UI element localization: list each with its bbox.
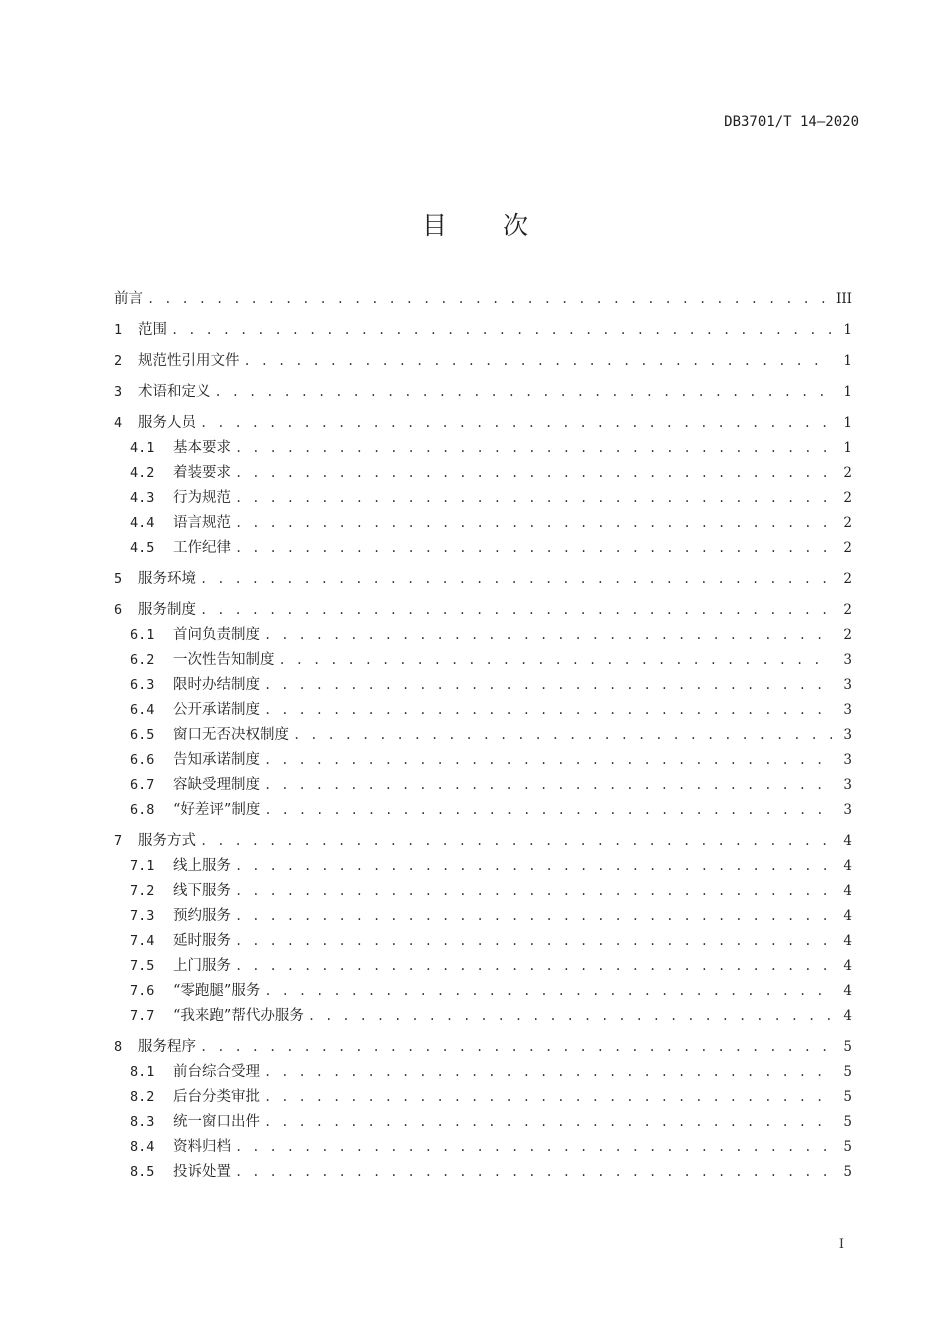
toc-entry-page: 3 [843, 677, 852, 693]
toc-entry-number: 8.1 [130, 1064, 155, 1080]
toc-entry-number: 8.4 [130, 1139, 155, 1155]
toc-entry-page: 4 [843, 1008, 852, 1024]
toc-entry[interactable] [114, 461, 852, 486]
toc-dot-leader [279, 648, 833, 673]
toc-dot-leader [235, 461, 832, 486]
toc-entry-title: 服务程序 [138, 1039, 196, 1055]
toc-entry-number: 8 [114, 1039, 123, 1055]
toc-entry[interactable] [114, 1060, 852, 1085]
toc-entry-number: 8.2 [130, 1089, 155, 1105]
toc-dot-leader [264, 979, 832, 1004]
toc-entry[interactable] [114, 829, 852, 854]
toc-entry-number: 6.1 [130, 627, 155, 643]
toc-entry-title: 上门服务 [173, 958, 231, 974]
toc-dot-leader [200, 567, 832, 592]
toc-entry-page: 5 [843, 1089, 852, 1105]
toc-entry-number: 7 [114, 833, 123, 849]
toc-dot-leader [264, 1110, 832, 1135]
toc-entry[interactable] [114, 1160, 852, 1185]
toc-entry[interactable] [114, 536, 852, 561]
toc-entry-title: 容缺受理制度 [173, 777, 260, 793]
toc-entry[interactable] [114, 436, 852, 461]
toc-dot-leader [171, 318, 832, 343]
toc-dot-leader [264, 1060, 832, 1085]
toc-entry[interactable] [114, 411, 852, 436]
toc-entry-page: 1 [843, 415, 852, 431]
toc-entry-number: 1 [114, 322, 123, 338]
toc-entry-number: 4.4 [130, 515, 155, 531]
toc-entry-page: 1 [843, 440, 852, 456]
toc-entry-title: 基本要求 [173, 440, 231, 456]
toc-dot-leader [264, 698, 832, 723]
toc-entry-number: 6 [114, 602, 123, 618]
toc-dot-leader [215, 380, 833, 405]
toc-entry-number: 4.1 [130, 440, 155, 456]
toc-entry-number: 6.2 [130, 652, 155, 668]
toc-entry[interactable] [114, 1085, 852, 1110]
toc-dot-leader [200, 1035, 832, 1060]
toc-entry[interactable] [114, 929, 852, 954]
toc-entry-page: 1 [843, 353, 852, 369]
toc-entry-page: 3 [843, 652, 852, 668]
toc-title: 目 次 [422, 211, 552, 240]
toc-entry-page: 2 [843, 515, 852, 531]
toc-entry[interactable] [114, 698, 852, 723]
toc-entry-number: 6.7 [130, 777, 155, 793]
toc-entry-title: 行为规范 [173, 490, 231, 506]
toc-dot-leader [244, 349, 833, 374]
toc-entry-number: 4 [114, 415, 123, 431]
toc-entry-number: 4.3 [130, 490, 155, 506]
toc-entry-title: 窗口无否决权制度 [173, 727, 289, 743]
toc-dot-leader [235, 536, 832, 561]
toc-entry-number: 6.5 [130, 727, 155, 743]
toc-dot-leader [235, 854, 832, 879]
toc-entry-page: 2 [843, 627, 852, 643]
toc-dot-leader [235, 1135, 832, 1160]
toc-entry-title: 首问负责制度 [173, 627, 260, 643]
toc-entry-title: 规范性引用文件 [138, 353, 240, 369]
toc-entry-title: 工作纪律 [173, 540, 231, 556]
toc-entry-page: 4 [843, 883, 852, 899]
toc-entry-title: 告知承诺制度 [173, 752, 260, 768]
toc-dot-leader [235, 929, 832, 954]
toc-entry-number: 7.6 [130, 983, 155, 999]
toc-entry-page: 2 [843, 540, 852, 556]
toc-entry[interactable] [114, 623, 852, 648]
toc-entry[interactable] [114, 1110, 852, 1135]
toc-entry-page: 3 [843, 777, 852, 793]
toc-entry-title: “零跑腿”服务 [173, 983, 261, 999]
toc-entry-number: 4.5 [130, 540, 155, 556]
toc-entry[interactable] [114, 748, 852, 773]
toc-dot-leader [293, 723, 832, 748]
toc-entry-title: 前言 [114, 291, 143, 307]
toc-entry-title: 服务环境 [138, 571, 196, 587]
toc-entry-title: 限时办结制度 [173, 677, 260, 693]
toc-entry[interactable] [114, 318, 852, 343]
toc-dot-leader [264, 798, 832, 823]
table-of-contents [114, 287, 852, 1185]
toc-entry-page: 2 [843, 602, 852, 618]
toc-entry-title: 统一窗口出件 [173, 1114, 260, 1130]
toc-dot-leader [235, 904, 832, 929]
toc-entry[interactable] [114, 1004, 852, 1029]
toc-entry[interactable] [114, 1135, 852, 1160]
toc-dot-leader [264, 773, 832, 798]
toc-dot-leader [235, 879, 832, 904]
toc-entry-number: 7.5 [130, 958, 155, 974]
toc-entry-number: 8.5 [130, 1164, 155, 1180]
toc-entry[interactable] [114, 380, 852, 405]
toc-entry-page: 3 [843, 752, 852, 768]
toc-entry-page: 5 [843, 1039, 852, 1055]
toc-dot-leader [235, 436, 832, 461]
toc-entry-number: 7.2 [130, 883, 155, 899]
toc-entry[interactable] [114, 854, 852, 879]
toc-entry-title: 服务人员 [138, 415, 196, 431]
toc-entry[interactable] [114, 287, 852, 312]
toc-dot-leader [264, 748, 832, 773]
toc-entry-title: “好差评”制度 [173, 802, 261, 818]
toc-dot-leader [264, 1085, 832, 1110]
toc-entry-title: “我来跑”帮代办服务 [173, 1008, 304, 1024]
toc-entry-number: 2 [114, 353, 123, 369]
toc-entry-title: 服务方式 [138, 833, 196, 849]
toc-dot-leader [200, 829, 832, 854]
toc-entry-page: 4 [843, 858, 852, 874]
toc-entry-title: 线上服务 [173, 858, 231, 874]
toc-entry-title: 术语和定义 [138, 384, 211, 400]
toc-entry-title: 预约服务 [173, 908, 231, 924]
toc-entry-number: 3 [114, 384, 123, 400]
toc-entry-title: 一次性告知制度 [173, 652, 275, 668]
toc-entry-page: 4 [843, 908, 852, 924]
toc-entry-page: 5 [843, 1064, 852, 1080]
toc-entry-title: 线下服务 [173, 883, 231, 899]
toc-dot-leader [235, 486, 832, 511]
toc-entry-title: 语言规范 [173, 515, 231, 531]
toc-entry[interactable] [114, 798, 852, 823]
document-code: DB3701/T 14—2020 [724, 114, 859, 130]
toc-dot-leader [235, 954, 832, 979]
toc-entry-number: 4.2 [130, 465, 155, 481]
toc-entry[interactable] [114, 648, 852, 673]
toc-dot-leader [200, 411, 832, 436]
toc-entry-page: 2 [843, 490, 852, 506]
toc-entry-number: 6.4 [130, 702, 155, 718]
toc-entry-page: 2 [843, 571, 852, 587]
toc-entry-page: 5 [843, 1139, 852, 1155]
toc-entry-page: 1 [843, 322, 852, 338]
toc-entry-title: 资料归档 [173, 1139, 231, 1155]
toc-entry[interactable] [114, 598, 852, 623]
toc-entry-title: 投诉处置 [173, 1164, 231, 1180]
toc-entry-page: 5 [843, 1164, 852, 1180]
toc-dot-leader [235, 1160, 832, 1185]
toc-entry-page: 4 [843, 833, 852, 849]
toc-dot-leader [308, 1004, 832, 1029]
toc-entry[interactable] [114, 486, 852, 511]
toc-entry[interactable] [114, 773, 852, 798]
toc-dot-leader [147, 287, 830, 312]
toc-entry[interactable] [114, 979, 852, 1004]
toc-entry-page: 4 [843, 983, 852, 999]
toc-entry-title: 着装要求 [173, 465, 231, 481]
toc-entry-page: 1 [843, 384, 852, 400]
toc-entry-title: 延时服务 [173, 933, 231, 949]
toc-entry-page: 4 [843, 933, 852, 949]
toc-entry-number: 6.3 [130, 677, 155, 693]
toc-dot-leader [235, 511, 832, 536]
toc-entry[interactable] [114, 1035, 852, 1060]
toc-entry-number: 7.7 [130, 1008, 155, 1024]
toc-entry-number: 5 [114, 571, 123, 587]
toc-entry[interactable] [114, 879, 852, 904]
toc-dot-leader [264, 623, 832, 648]
toc-entry[interactable] [114, 954, 852, 979]
toc-entry-number: 6.8 [130, 802, 155, 818]
toc-entry-page: 4 [843, 958, 852, 974]
toc-entry[interactable] [114, 349, 852, 374]
toc-entry[interactable] [114, 511, 852, 536]
toc-entry-page: 2 [843, 465, 852, 481]
toc-dot-leader [200, 598, 832, 623]
toc-entry-page: III [836, 291, 852, 307]
toc-entry-page: 3 [843, 802, 852, 818]
toc-entry-page: 5 [843, 1114, 852, 1130]
toc-entry-title: 服务制度 [138, 602, 196, 618]
toc-entry[interactable] [114, 673, 852, 698]
toc-entry-number: 7.3 [130, 908, 155, 924]
toc-entry-title: 后台分类审批 [173, 1089, 260, 1105]
toc-dot-leader [264, 673, 832, 698]
toc-entry-title: 范围 [138, 322, 167, 338]
toc-entry-number: 8.3 [130, 1114, 155, 1130]
toc-entry-page: 3 [843, 727, 852, 743]
toc-entry-number: 7.1 [130, 858, 155, 874]
page-number: I [838, 1237, 844, 1252]
toc-entry-title: 公开承诺制度 [173, 702, 260, 718]
toc-entry-page: 3 [843, 702, 852, 718]
toc-entry-number: 6.6 [130, 752, 155, 768]
toc-entry-number: 7.4 [130, 933, 155, 949]
toc-entry-title: 前台综合受理 [173, 1064, 260, 1080]
toc-entry[interactable] [114, 567, 852, 592]
toc-entry[interactable] [114, 723, 852, 748]
toc-entry[interactable] [114, 904, 852, 929]
